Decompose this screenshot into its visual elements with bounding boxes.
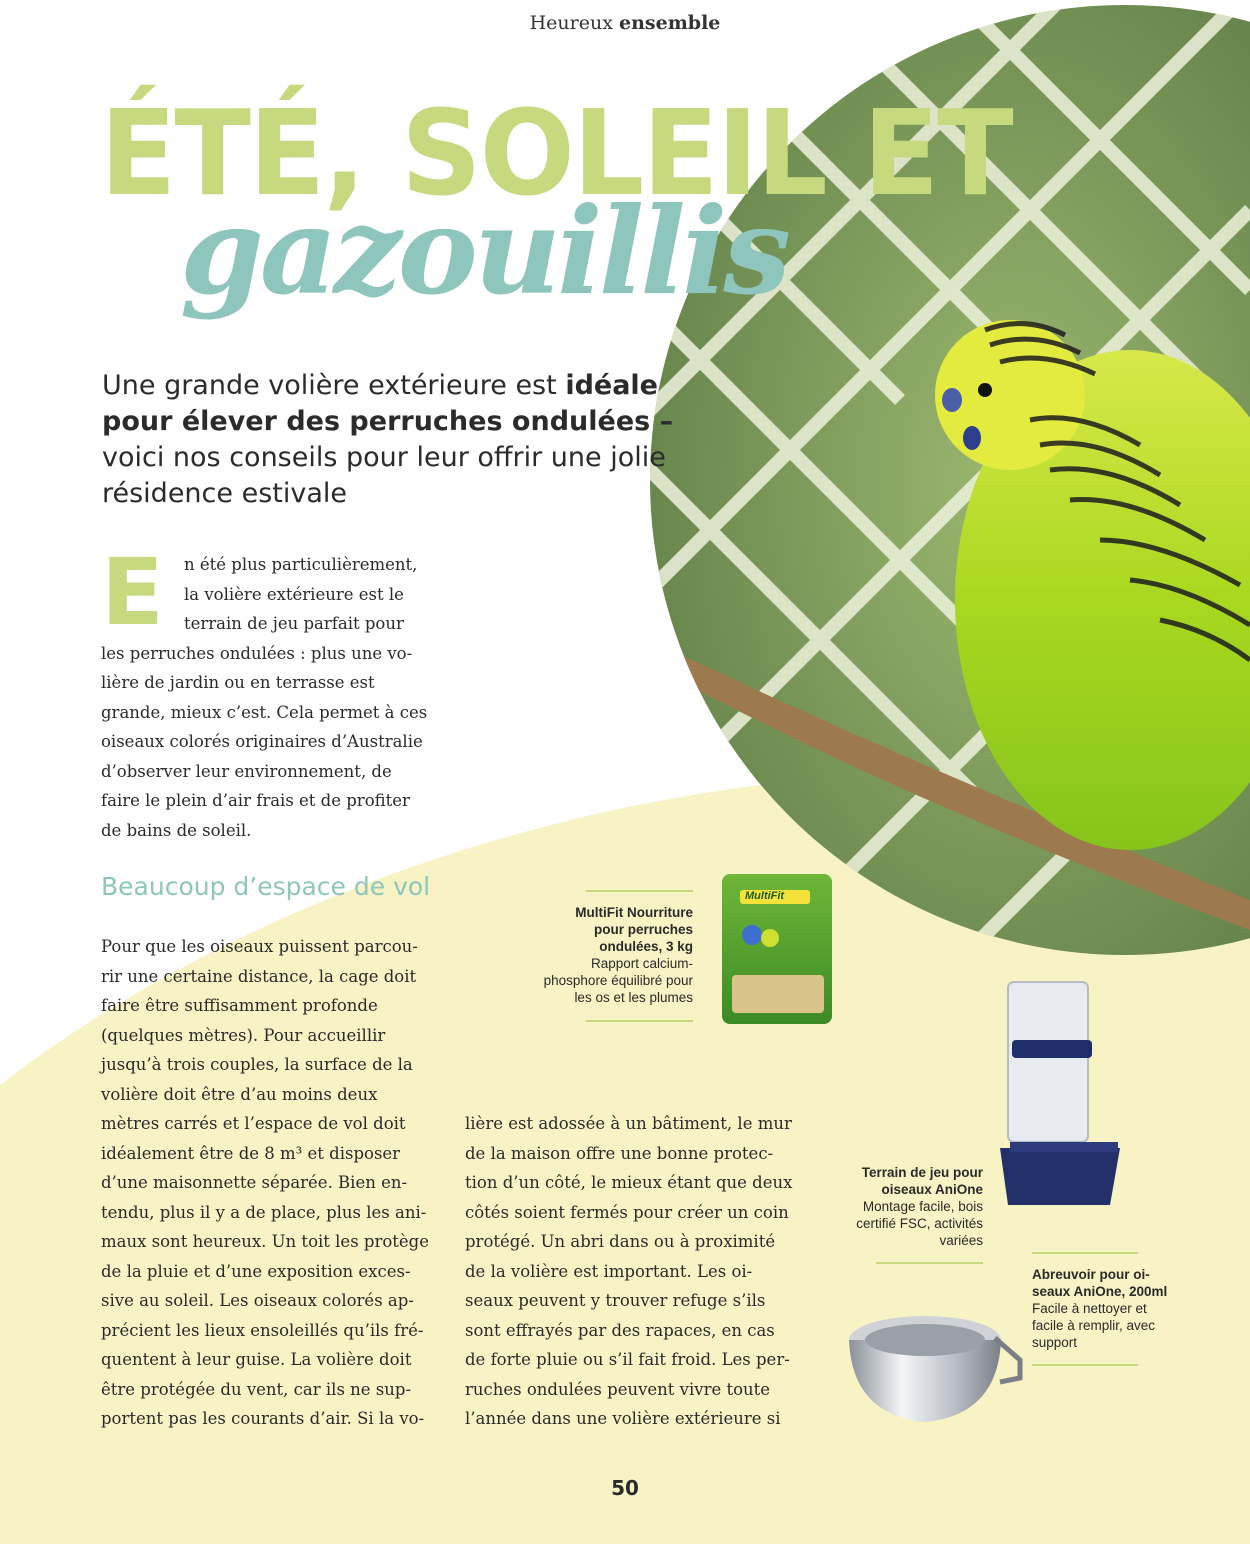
lead-text-bold: idéale pour élever des perruches ondulées –: [102, 370, 674, 437]
product-3-rule-bottom: [1032, 1364, 1138, 1366]
product-1-name: ondulées, 3 kg: [599, 939, 693, 954]
product-3-desc: facile à remplir, avec: [1032, 1318, 1156, 1333]
intro-line: grande, mieux c’est. Cela permet à ces: [101, 702, 428, 722]
column-1-line: Pour que les oiseaux puissent parcou-: [101, 937, 418, 956]
intro-line: faire le plein d’air frais et de profiter: [101, 791, 410, 810]
product-1-name: pour perruches: [593, 922, 693, 937]
column-1-line: rir une certaine distance, la cage doit: [101, 966, 417, 986]
column-2-line: protégé. Un abri dans ou à proximité: [465, 1232, 776, 1251]
product-3-desc: Facile à nettoyer et: [1032, 1301, 1147, 1316]
column-1-line: quentent à leur guise. La volière doit: [101, 1350, 412, 1369]
product-aniOne-waterer: [1032, 1266, 1182, 1351]
column-1-line: portent pas les courants d’air. Si la vo-: [101, 1409, 425, 1428]
product-3-name: Abreuvoir pour oi-: [1032, 1267, 1150, 1282]
column-2-line: seaux peuvent y trouver refuge s’ils: [465, 1291, 766, 1310]
column-2-line: sont effrayés par des rapaces, en cas: [465, 1320, 775, 1340]
product-2-name: oiseaux AniOne: [881, 1182, 983, 1197]
lead-paragraph: [102, 368, 702, 512]
intro-line: n été plus particulièrement,: [184, 555, 418, 574]
subheading: Beaucoup d’espace de vol: [101, 872, 431, 901]
column-1-line: de la pluie et d’une exposition exces-: [101, 1261, 411, 1281]
intro-line: de bains de soleil.: [101, 820, 252, 840]
column-2-line: tion d’un côté, le mieux étant que deux: [465, 1173, 793, 1192]
title-line-2: gazouillis: [180, 181, 787, 322]
product-2-rule-bottom: [876, 1262, 983, 1264]
intro-line: oiseaux colorés originaires d’Australie: [101, 732, 423, 751]
product-1-rule-bottom: [586, 1020, 693, 1022]
intro-line: d’observer leur environnement, de: [101, 761, 392, 781]
column-1-line: sive au soleil. Les oiseaux colorés ap-: [101, 1291, 414, 1310]
column-1-line: idéalement être de 8 m³ et disposer: [101, 1143, 401, 1163]
product-aniOne-playground: [826, 1164, 983, 1249]
column-1-line: d’une maisonnette séparée. Bien en-: [101, 1173, 408, 1192]
product-multifit: [520, 904, 693, 1006]
product-2-desc: variées: [939, 1233, 983, 1248]
product-1-desc: phosphore équilibré pour: [543, 973, 693, 988]
section-header-bold: ensemble: [619, 12, 721, 34]
product-1-desc: les os et les plumes: [574, 990, 693, 1005]
column-2-line: de la maison offre une bonne protec-: [465, 1143, 774, 1163]
column-1-line: (quelques mètres). Pour accueillir: [101, 1025, 386, 1045]
page-number: 50: [611, 1476, 639, 1500]
column-1-line: tendu, plus il y a de place, plus les ani-: [101, 1202, 427, 1222]
intro-line: terrain de jeu parfait pour: [184, 614, 404, 633]
lead-text-start: Une grande volière extérieure est: [102, 370, 566, 401]
intro-line: la volière extérieure est le: [184, 584, 404, 604]
column-1-line: maux sont heureux. Un toit les protège: [101, 1232, 430, 1251]
column-1-line: jusqu’à trois couples, la surface de la: [101, 1055, 413, 1074]
column-2-line: côtés soient fermés pour créer un coin: [465, 1202, 789, 1222]
product-3-desc: support: [1032, 1335, 1078, 1350]
product-1-name: MultiFit Nourriture: [575, 905, 693, 920]
product-1-desc: Rapport calcium-: [590, 956, 693, 971]
section-header: [0, 12, 1250, 34]
column-1-line: précient les lieux ensoleillés qu’ils fré-: [101, 1320, 424, 1340]
column-1-line: faire être suffisamment profonde: [101, 996, 378, 1015]
intro-paragraph: [101, 539, 428, 845]
column-1-line: mètres carrés et l’espace de vol doit: [101, 1114, 406, 1133]
drop-cap: E: [101, 539, 164, 646]
column-2-line: de forte pluie ou s’il fait froid. Les per-: [465, 1350, 790, 1369]
column-1-line: être protégée du vent, car ils ne sup-: [101, 1379, 412, 1399]
column-2-line: l’année dans une volière extérieure si: [465, 1409, 781, 1428]
product-2-name: Terrain de jeu pour: [861, 1165, 983, 1180]
multifit-package-label: MultiFit: [745, 890, 785, 902]
product-1-rule-top: [586, 890, 693, 892]
lead-text-end: voici nos conseils pour leur offrir une jolie résidence estivale: [102, 442, 666, 509]
column-1-line: volière doit être d’au moins deux: [101, 1084, 378, 1104]
intro-line: les perruches ondulées : plus une vo-: [101, 643, 413, 663]
column-2-line: lière est adossée à un bâtiment, le mur: [465, 1114, 792, 1133]
product-3-rule-top: [1032, 1252, 1138, 1254]
column-1: [101, 932, 429, 1434]
product-2-desc: certifié FSC, activités: [856, 1216, 983, 1231]
section-header-light: Heureux: [529, 12, 613, 34]
intro-line: lière de jardin ou en terrasse est: [101, 673, 375, 692]
product-3-name: seaux AniOne, 200ml: [1032, 1284, 1168, 1299]
column-2-line: ruches ondulées peuvent vivre toute: [465, 1379, 771, 1399]
product-2-desc: Montage facile, bois: [862, 1199, 983, 1214]
column-2-line: de la volière est important. Les oi-: [465, 1261, 753, 1281]
title-line-1: ÉTÉ, SOLEIL ET: [100, 85, 1012, 223]
column-2: [465, 1109, 792, 1434]
